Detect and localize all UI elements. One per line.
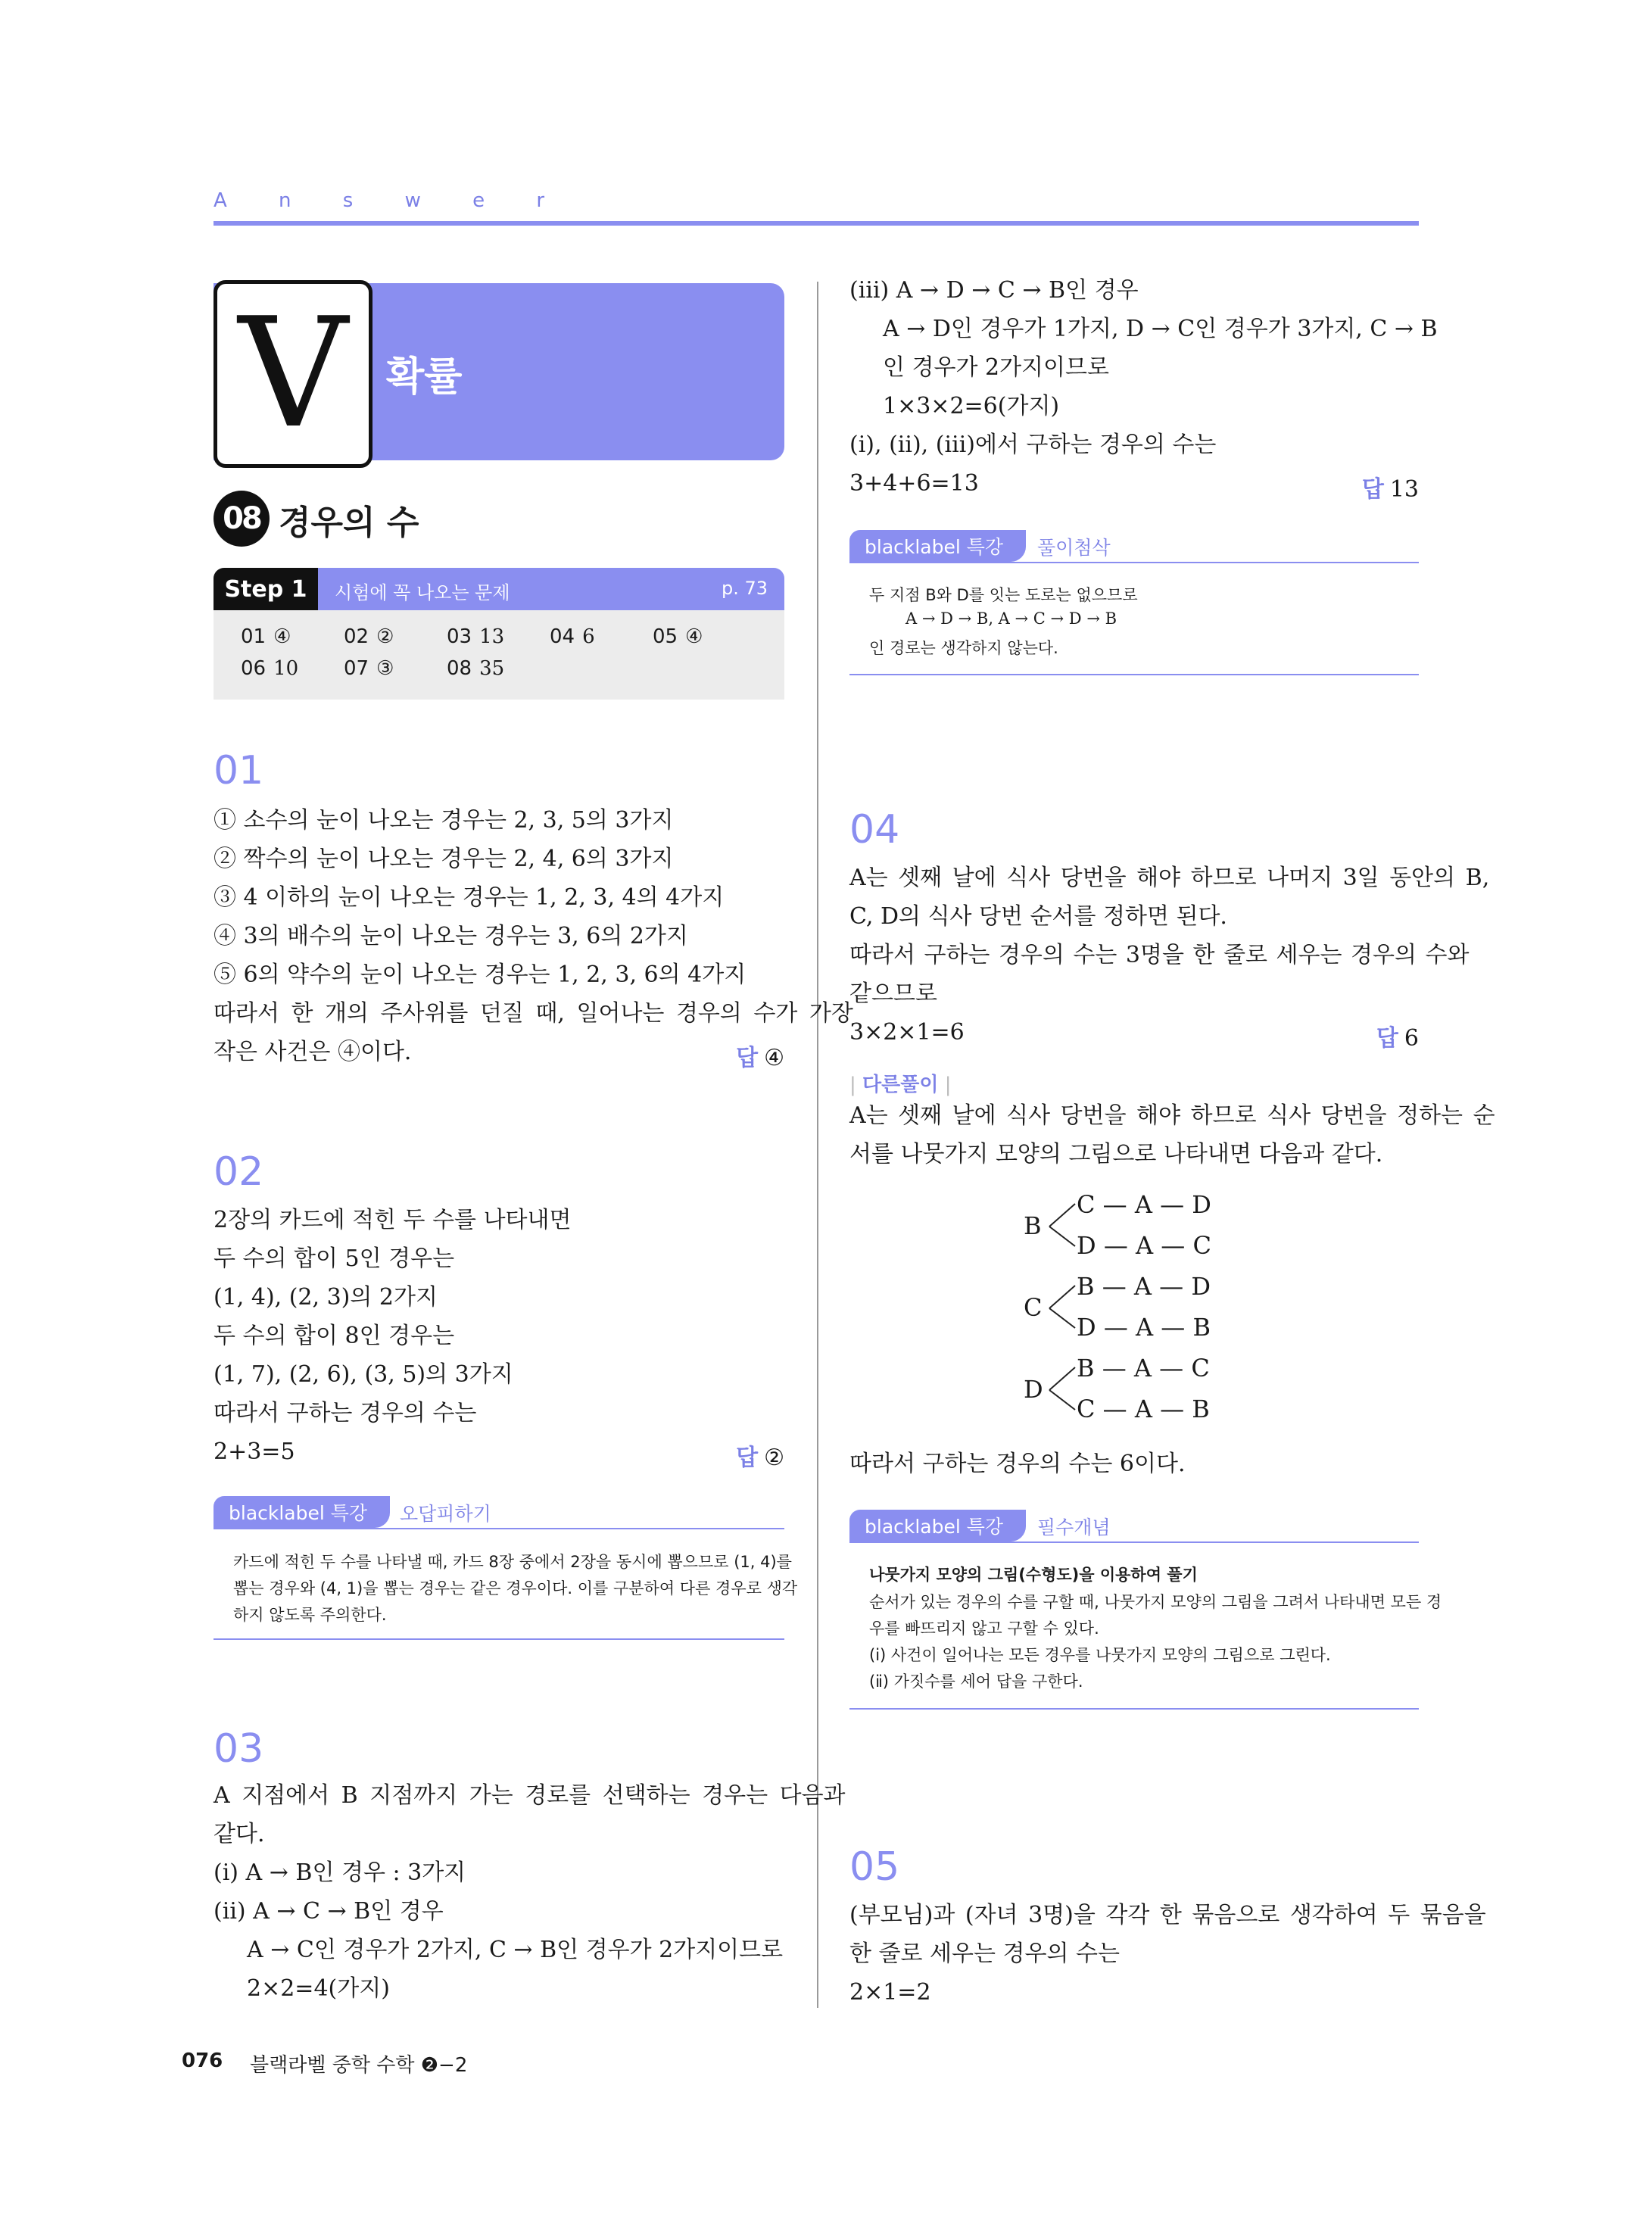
step-page-ref: p. 73 (721, 578, 768, 599)
answer-mark: 답 ④ (736, 1045, 784, 1071)
answer-key-item: 06 10 (241, 657, 299, 680)
solution-line: ③ 4 이하의 눈이 나오는 경우는 1, 2, 3, 4의 4가지 (214, 884, 725, 911)
answer-mark: 답 13 (1361, 476, 1419, 503)
chapter-numeral: V (214, 280, 372, 468)
blacklabel-tab: blacklabel 특강 (849, 530, 1026, 562)
solution-line: 2×1=2 (849, 1979, 931, 2006)
solution-line: 2×2=4(가지) (247, 1975, 390, 2002)
solution-line: (1, 4), (2, 3)의 2가지 (214, 1284, 438, 1311)
solution-line: ② 짝수의 눈이 나오는 경우는 2, 4, 6의 3가지 (214, 846, 674, 872)
solution-line: 2+3=5 (214, 1439, 295, 1465)
solution-line: A는 셋째 날에 식사 당번을 해야 하므로 식사 당번을 정하는 순 (849, 1102, 1495, 1129)
answer-key-grid (214, 610, 784, 700)
page-number: 076 (182, 2050, 223, 2072)
section-number-badge: 08 (214, 491, 270, 547)
question-number: 02 (214, 1149, 264, 1195)
tree-branch: C — A — D (1077, 1190, 1211, 1219)
answer-key-item: 04 6 (550, 625, 595, 648)
chapter-title: 확률 (386, 354, 463, 400)
solution-line: 따라서 구하는 경우의 수는 6이다. (849, 1451, 1186, 1477)
answer-key-item: 01 ④ (241, 625, 291, 648)
solution-line: ⑤ 6의 약수의 눈이 나오는 경우는 1, 2, 3, 6의 4가지 (214, 962, 747, 988)
book-title: 블랙라벨 중학 수학 ❷−2 (250, 2054, 468, 2077)
box-heading: 나뭇가지 모양의 그림(수형도)을 이용하여 풀기 (869, 1566, 1198, 1584)
step-tab: Step 1 (214, 568, 318, 610)
blacklabel-tab: blacklabel 특강 (849, 1510, 1026, 1541)
step-header (318, 568, 784, 610)
answer-key-item: 03 13 (447, 625, 505, 648)
solution-line: 따라서 한 개의 주사위를 던질 때, 일어나는 경우의 수가 가장 (214, 1000, 853, 1027)
header-rule (214, 221, 1419, 226)
answer-key-item: 02 ② (344, 625, 394, 648)
solution-line: (1, 7), (2, 6), (3, 5)의 3가지 (214, 1361, 513, 1388)
solution-line: 두 수의 합이 8인 경우는 (214, 1323, 455, 1349)
question-number: 01 (214, 748, 264, 793)
box-rule-bottom (214, 1638, 784, 1640)
solution-line: A는 셋째 날에 식사 당번을 해야 하므로 나머지 3일 동안의 B, (849, 865, 1490, 891)
blacklabel-tab: blacklabel 특강 (214, 1496, 390, 1528)
alt-solution-label: | 다른풀이 | (849, 1074, 952, 1096)
solution-line: 서를 나뭇가지 모양의 그림으로 나타내면 다음과 같다. (849, 1141, 1383, 1167)
step-description: 시험에 꼭 나오는 문제 (335, 582, 510, 603)
solution-line: 작은 사건은 ④이다. (214, 1039, 412, 1065)
answer-key-item: 08 35 (447, 657, 505, 680)
question-number: 03 (214, 1726, 264, 1772)
solution-line: 인 경우가 2가지이므로 (883, 354, 1109, 381)
box-rule-bottom (849, 1708, 1419, 1710)
blacklabel-subtitle: 필수개념 (1037, 1516, 1111, 1538)
answer-key-item: 05 ④ (653, 625, 703, 648)
tree-branch: D — A — C (1077, 1231, 1211, 1260)
solution-line: A → D인 경우가 1가지, D → C인 경우가 3가지, C → B (883, 316, 1438, 342)
solution-line: (부모님)과 (자녀 3명)을 각각 한 묶음으로 생각하여 두 묶음을 (849, 1902, 1486, 1928)
solution-line: (ⅱ) A → C → B인 경우 (214, 1898, 444, 1925)
tree-branch: D — A — B (1077, 1313, 1211, 1342)
solution-line: (ⅰ), (ⅱ), (ⅲ)에서 구하는 경우의 수는 (849, 432, 1217, 458)
solution-line: C, D의 식사 당번 순서를 정하면 된다. (849, 903, 1227, 930)
solution-line: ④ 3의 배수의 눈이 나오는 경우는 3, 6의 2가지 (214, 923, 688, 949)
solution-line: (ⅲ) A → D → C → B인 경우 (849, 277, 1139, 304)
box-text-line: 카드에 적힌 두 수를 나타낼 때, 카드 8장 중에서 2장을 동시에 뽑으므로 (1, 4)를 (233, 1553, 792, 1571)
solution-line: A → C인 경우가 2가지, C → B인 경우가 2가지이므로 (247, 1937, 784, 1963)
answer-mark: 답 ② (736, 1445, 784, 1471)
blacklabel-subtitle: 오답피하기 (400, 1503, 491, 1525)
box-text-line: 순서가 있는 경우의 수를 구할 때, 나뭇가지 모양의 그림을 그려서 나타내면 모든 경 (869, 1593, 1442, 1611)
tree-branch: B — A — C (1077, 1354, 1210, 1382)
blacklabel-subtitle: 풀이첨삭 (1037, 537, 1111, 559)
answer-key-item: 07 ③ (344, 657, 394, 680)
question-number: 05 (849, 1844, 900, 1890)
box-text-line: 하지 않도록 주의한다. (233, 1606, 387, 1624)
box-rule-top (214, 1528, 784, 1529)
solution-line: ① 소수의 눈이 나오는 경우는 2, 3, 5의 3가지 (214, 807, 674, 834)
box-text-line: 두 지점 B와 D를 잇는 도로는 없으므로 (869, 586, 1138, 604)
section-title: 경우의 수 (279, 503, 419, 542)
solution-line: 따라서 구하는 경우의 수는 (214, 1400, 477, 1426)
solution-line: 2장의 카드에 적힌 두 수를 나타내면 (214, 1207, 572, 1233)
solution-line: 한 줄로 세우는 경우의 수는 (849, 1940, 1120, 1967)
tree-root: D (1024, 1375, 1043, 1404)
box-rule-bottom (849, 674, 1419, 675)
column-divider (817, 282, 818, 2008)
solution-line: 1×3×2=6(가지) (883, 393, 1060, 419)
box-text-line: (ⅰ) 사건이 일어나는 모든 경우를 나뭇가지 모양의 그림으로 그린다. (869, 1646, 1331, 1664)
tree-root: C (1024, 1293, 1043, 1322)
solution-line: 3+4+6=13 (849, 470, 979, 497)
answer-mark: 답 6 (1376, 1025, 1419, 1052)
box-text-line: (ⅱ) 가짓수를 세어 답을 구한다. (869, 1672, 1083, 1691)
solution-line: 두 수의 합이 5인 경우는 (214, 1245, 455, 1272)
solution-line: 같으므로 (849, 980, 937, 1007)
box-text-line: 뽑는 경우와 (4, 1)을 뽑는 경우는 같은 경우이다. 이를 구분하여 다른 경우로 생각 (233, 1579, 798, 1598)
box-text-line: 우를 빠뜨리지 않고 구할 수 있다. (869, 1619, 1099, 1638)
solution-line: 따라서 구하는 경우의 수는 3명을 한 줄로 세우는 경우의 수와 (849, 942, 1470, 968)
box-rule-top (849, 1541, 1419, 1543)
solution-line: A 지점에서 B 지점까지 가는 경로를 선택하는 경우는 다음과 (214, 1782, 846, 1809)
box-rule-top (849, 562, 1419, 563)
tree-branch: C — A — B (1077, 1395, 1210, 1423)
solution-line: 3×2×1=6 (849, 1019, 965, 1046)
answer-header-label: A n s w e r (214, 189, 568, 212)
question-number: 04 (849, 807, 900, 853)
box-text-line: A → D → B, A → C → D → B (905, 609, 1117, 628)
solution-line: 같다. (214, 1821, 265, 1847)
solution-line: (ⅰ) A → B인 경우 : 3가지 (214, 1859, 466, 1886)
box-text-line: 인 경로는 생각하지 않는다. (869, 639, 1058, 657)
tree-root: B (1024, 1211, 1042, 1240)
tree-branch: B — A — D (1077, 1272, 1211, 1301)
